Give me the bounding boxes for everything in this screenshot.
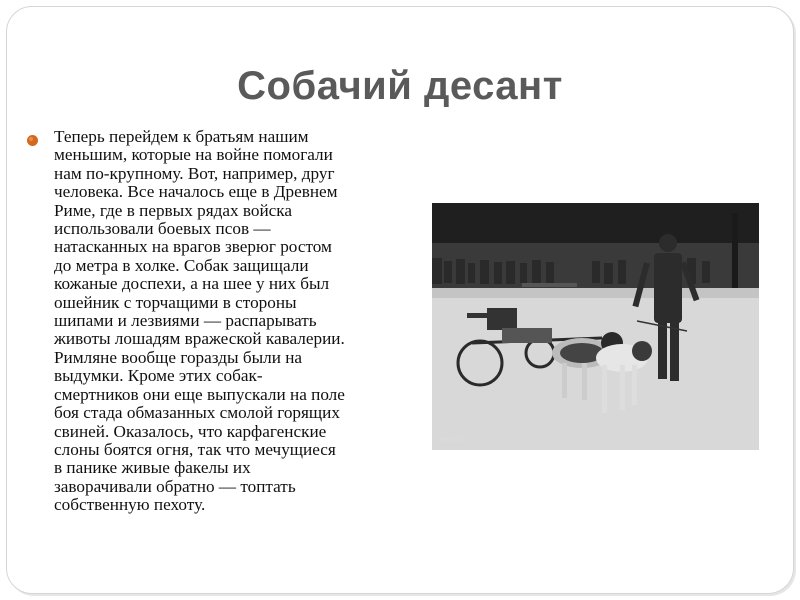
photo-credit: MAXIM bbox=[440, 437, 466, 444]
photo-dogs-cart-image bbox=[432, 203, 759, 450]
slide-photo bbox=[432, 203, 759, 450]
slide-body-text: Теперь перейдем к братьям нашим меньшим, которые на войне помогали нам по-крупному. Вот, например, друг человека. Все началось еще в Древнем Риме, где в первых рядах войска использовали боевых псов — натасканных на врагов зверюг ростом до метра в холке. Собак защищали кожаные доспехи, а на шее у них был ошейник с торчащими в стороны шипами и лезвиями — распарывать животы лошадям вражеской кавалерии. Римляне вообще горазды были на выдумки. Кроме этих собак- смертников они еще выпускали на поле боя стада обмазанных смолой горящих свиней. Оказалось, что карфагенские слоны боятся огня, так что мечущиеся в панике живые факелы их заворачивали обратно — топтать собственную пехоту. bbox=[54, 127, 345, 515]
slide-title: Собачий десант bbox=[237, 64, 563, 108]
bullet-icon bbox=[26, 134, 39, 147]
